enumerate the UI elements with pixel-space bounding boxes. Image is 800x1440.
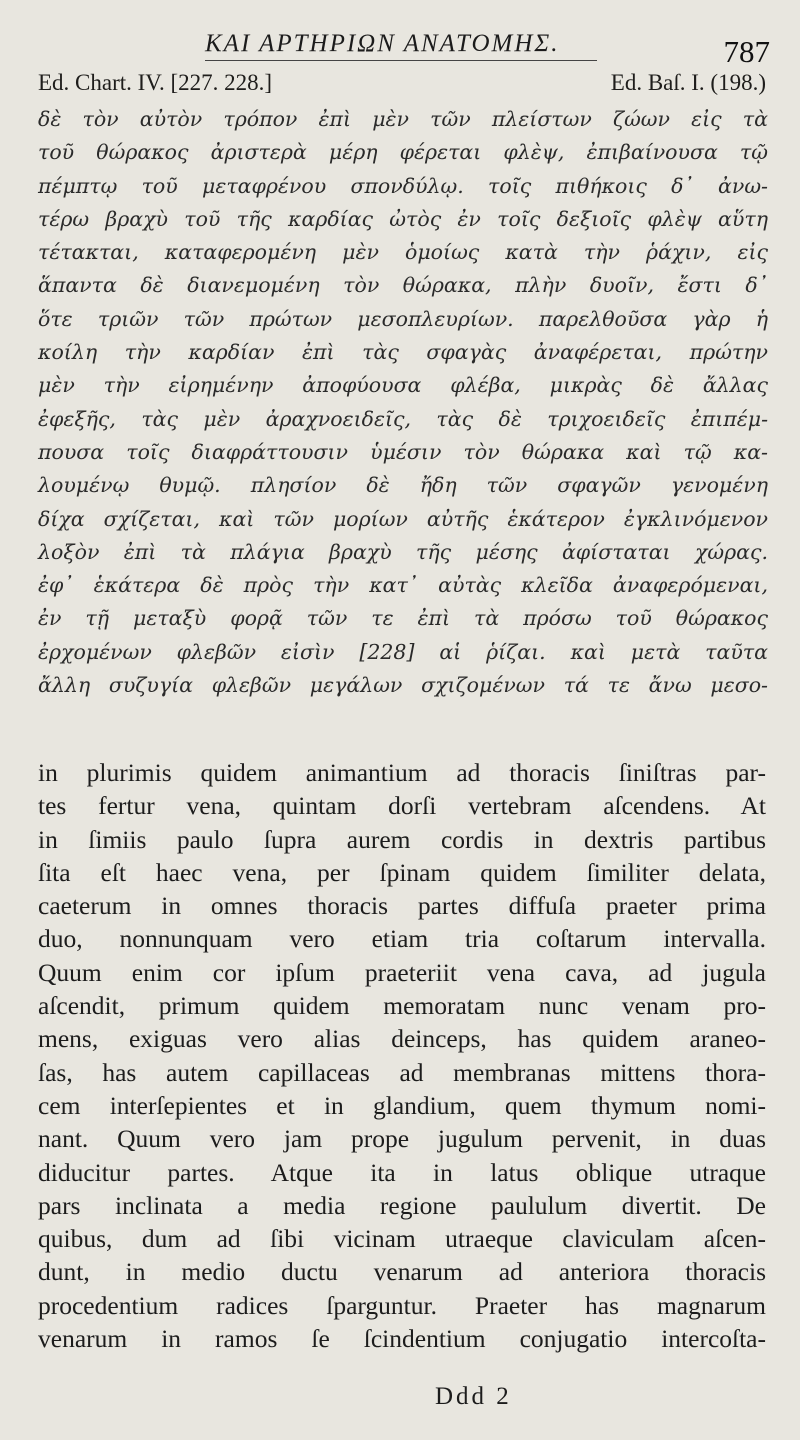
greek-text-line: ἐφεξῆς, τὰς μὲν ἀραχνοειδεῖς, τὰς δὲ τριχοειδεῖς ἐπιπέμ- [38,406,768,431]
printer-signature: Ddd 2 [435,1383,512,1410]
latin-text-line: diducitur partes. Atque ita in latus oblique utraque [38,1157,766,1187]
latin-text-line: caeterum in omnes thoracis partes diffuſa praeter prima [38,891,766,921]
greek-text-block [38,103,768,702]
greek-text-line: δὲ τὸν αὐτὸν τρόπον ἐπὶ μὲν τῶν πλείστων ζώων εἰς τὰ [38,107,768,131]
greek-text-line: ἐν τῇ μεταξὺ φορᾷ τῶν τε ἐπὶ τὰ πρόσω τοῦ θώρακος [38,606,768,631]
running-title: ΚΑΙ ΑΡΤΗΡΙΩΝ ΑΝΑΤΟΜΗΣ. [205,30,597,61]
running-head [0,26,800,69]
latin-text-line: duo, nonnunquam vero etiam tria coſtarum intervalla. [38,924,766,954]
greek-text-line: πουσα τοῖς διαφράττουσιν ὑμέσιν τὸν θώρακα καὶ τῷ κα- [38,439,768,464]
latin-text-line: Quum enim cor ipſum praeteriit vena cava, ad jugula [38,957,766,987]
greek-text-line: κοίλη τὴν καρδίαν ἐπὶ τὰς σφαγὰς ἀναφέρεται, πρώτην [38,340,768,365]
greek-text-line: ἐρχομένων φλεβῶν εἰσὶν [228] αἱ ῥίζαι. καὶ μετὰ ταῦτα [38,639,768,664]
greek-text-line: τέτακται, καταφερομένη μὲν ὁμοίως κατὰ τὴν ῥάχιν, εἰς [38,240,768,265]
edition-right: Ed. Baſ. I. (198.) [610,70,766,95]
greek-text-line: ἅπαντα δὲ διανεμομένη τὸν θώρακα, πλὴν δυοῖν, ἔστι δ᾽ [38,273,768,298]
greek-text-line: λοξὸν ἐπὶ τὰ πλάγια βραχὺ τῆς μέσης ἀφίσταται χώρας. [38,539,768,564]
latin-text-line: ſas, has autem capillaceas ad membranas mittens thora- [38,1057,766,1087]
latin-text-line: aſcendit, primum quidem memoratam nunc venam pro- [38,991,766,1021]
latin-text-line: mens, exiguas vero alias deinceps, has quidem araneo- [38,1024,766,1054]
latin-text-block [38,756,766,1355]
edition-references [38,70,766,102]
edition-left: Ed. Chart. IV. [227. 228.] [38,70,273,95]
greek-text-line: πέμπτῳ τοῦ μεταφρένου σπονδύλῳ. τοῖς πιθήκοις δ᾽ ἀνω- [38,173,768,198]
latin-text-line: dunt, in medio ductu venarum ad anteriora thoracis [38,1257,766,1287]
latin-text-line: tes fertur vena, quintam dorſi vertebram aſcendens. At [38,791,766,821]
greek-text-line: ὅτε τριῶν τῶν πρώτων μεσοπλευρίων. παρελθοῦσα γὰρ ἡ [38,306,768,331]
latin-text-line: in ſimiis paulo ſupra aurem cordis in dextris partibus [38,824,766,854]
greek-text-line: δίχα σχίζεται, καὶ τῶν μορίων αὐτῆς ἑκάτερον ἐγκλινόμενον [38,506,768,531]
greek-text-line: τέρω βραχὺ τοῦ τῆς καρδίας ὠτὸς ἐν τοῖς δεξιοῖς φλὲψ αὕτη [38,206,768,231]
page-number: 787 [723,34,770,69]
greek-text-line: ἐφ᾽ ἑκάτερα δὲ πρὸς τὴν κατ᾽ αὐτὰς κλεῖδα ἀναφερόμεναι, [38,573,768,598]
latin-text-line: venarum in ramos ſe ſcindentium conjugatio intercoſta- [38,1324,766,1354]
greek-text-line: μὲν τὴν εἰρημένην ἀποφύουσα φλέβα, μικρὰς δὲ ἄλλας [38,373,768,398]
latin-text-line: nant. Quum vero jam prope jugulum pervenit, in duas [38,1124,766,1154]
greek-text-line: τοῦ θώρακος ἀριστερὰ μέρη φέρεται φλὲψ, ἐπιβαίνουσα τῷ [38,140,768,165]
latin-text-line: quibus, dum ad ſibi vicinam utraeque claviculam aſcen- [38,1224,766,1254]
greek-text-line: λουμένῳ θυμῷ. πλησίον δὲ ἤδη τῶν σφαγῶν γενομένη [38,473,768,498]
latin-text-line: pars inclinata a media regione paululum divertit. De [38,1190,766,1220]
latin-text-line: cem interſepientes et in glandium, quem thymum nomi- [38,1090,766,1120]
latin-text-line: procedentium radices ſparguntur. Praeter has magnarum [38,1290,766,1320]
latin-text-line: ſita eſt haec vena, per ſpinam quidem ſimiliter delata, [38,857,766,887]
latin-text-line: in plurimis quidem animantium ad thoracis ſiniſtras par- [38,758,766,787]
greek-text-line: ἄλλη συζυγία φλεβῶν μεγάλων σχιζομένων τά τε ἄνω μεσο- [38,673,768,698]
